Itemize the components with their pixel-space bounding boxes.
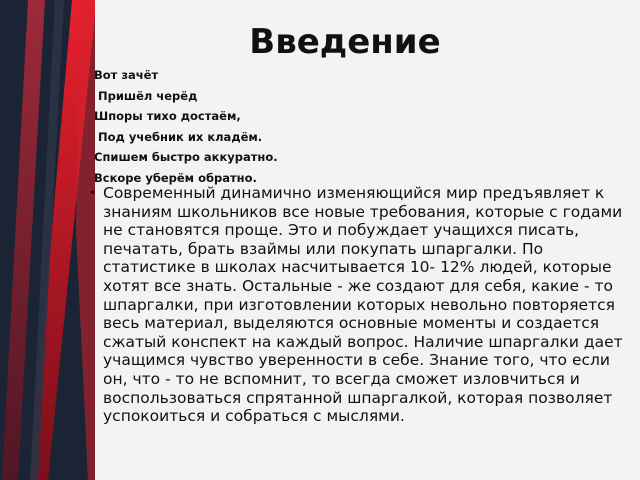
bullet-icon: • bbox=[89, 186, 97, 200]
poem-line: Под учебник их кладём. bbox=[94, 129, 263, 144]
poem-list bbox=[94, 68, 278, 191]
poem-line: Шпоры тихо достаём, bbox=[94, 109, 241, 123]
poem-line: Пришёл черёд bbox=[94, 88, 198, 103]
slide-title: Введение bbox=[249, 22, 441, 62]
decorative-side-stripes bbox=[0, 0, 95, 480]
poem-line: Спишем быстро аккуратно. bbox=[94, 150, 278, 164]
paragraph-text: Современный динамично изменяющийся мир предъявляет к знаниям школьников все новые требования, которые с годами не становятся проще. Это и побуждает учащихся писать, печатать, брать взаймы или покупать шпаргалки. По статистике в школах насчитывается 10- 12% людей, которые хотят все знать. Остальные - же создают для себя, какие - то шпаргалки, при изготовлении которых невольно повторяется весь материал, выделяются основные моменты и создается сжатый конспект на каждый вопрос. Наличие шпаргалки дает учащимся чувство уверенности в себе. Знание того, что если он, что - то не вспомнит, то всегда сможет изловчиться и воспользоваться спрятанной шпаргалкой, которая позволяет успокоиться и собраться с мыслями. bbox=[103, 184, 623, 426]
main-paragraph bbox=[89, 184, 634, 426]
poem-line: Вот зачёт bbox=[94, 68, 159, 82]
poem-line: Вскоре уберём обратно. bbox=[94, 170, 257, 185]
